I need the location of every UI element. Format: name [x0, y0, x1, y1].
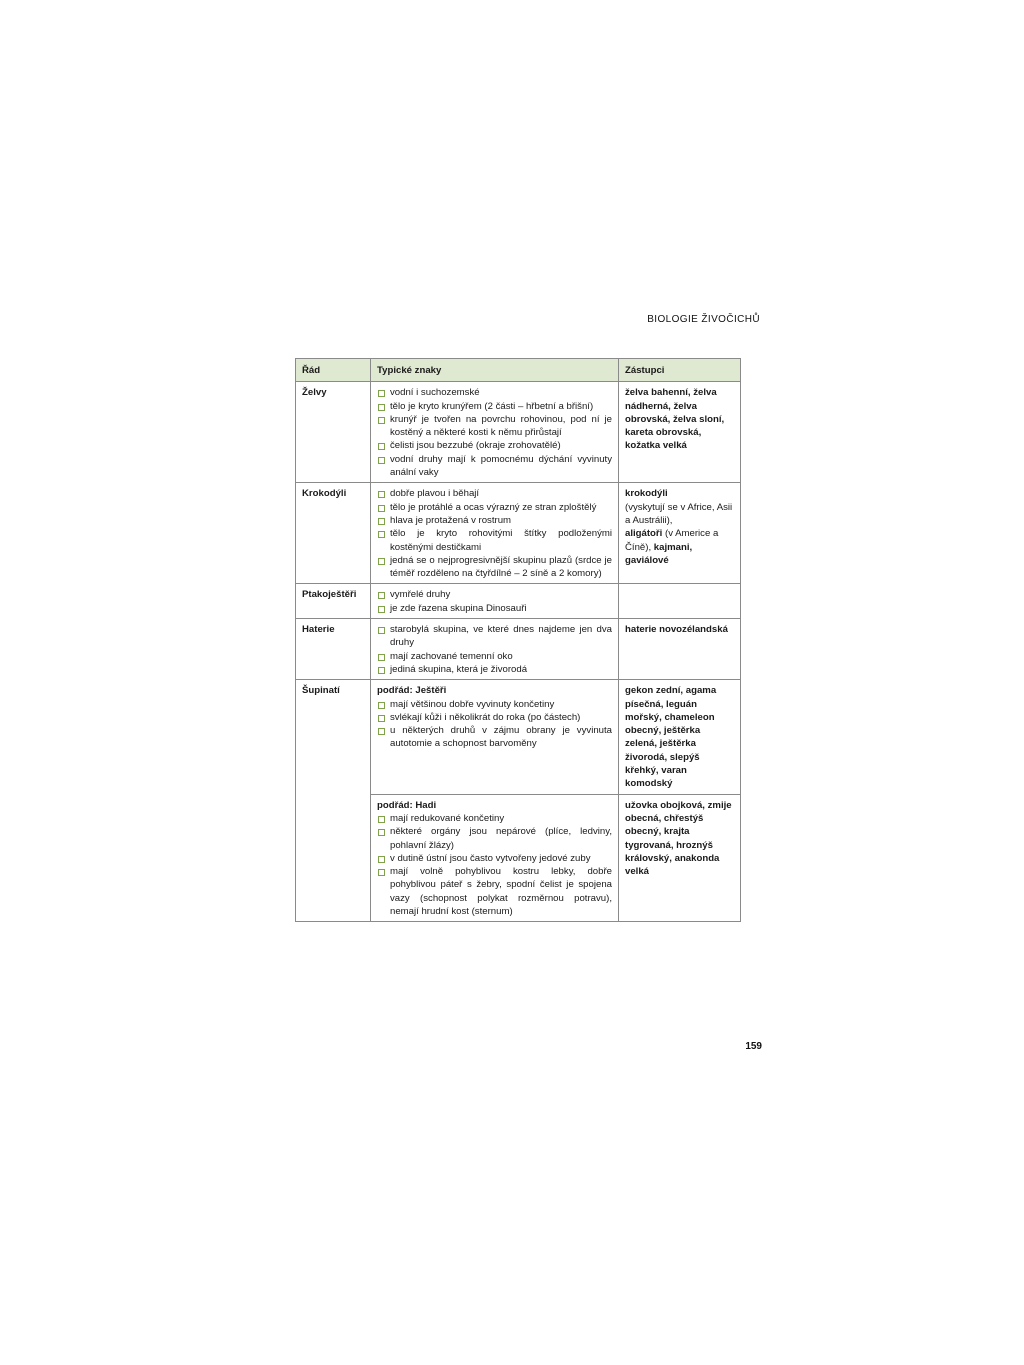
square-bullet-icon [378, 592, 385, 599]
square-bullet-icon [378, 702, 385, 709]
square-bullet-icon [378, 667, 385, 674]
square-bullet-icon [378, 558, 385, 565]
square-bullet-icon [378, 856, 385, 863]
square-bullet-icon [378, 457, 385, 464]
representative-name: aligátoři [625, 528, 663, 540]
list-item: tělo je protáhlé a ocas výrazný ze stran zploštělý [377, 501, 612, 514]
representatives-cell: užovka obojková, zmije obecná, chřestýš obecný, krajta tygrovaná, hroznýš královský, anakonda velká [619, 794, 741, 922]
traits-list [377, 812, 612, 918]
column-header-representatives: Zástupci [619, 359, 741, 382]
square-bullet-icon [378, 491, 385, 498]
table-row [296, 483, 741, 584]
representatives-cell: gekon zední, agama písečná, leguán mořský, chameleon obecný, ještěrka zelená, ještěrka živorodá, slepýš křehký, varan komodský [619, 680, 741, 794]
square-bullet-icon [378, 518, 385, 525]
table-header-row [296, 359, 741, 382]
traits-cell [371, 619, 619, 680]
list-item: mají redukované končetiny [377, 812, 612, 825]
traits-list [377, 623, 612, 676]
square-bullet-icon [378, 443, 385, 450]
list-item: mají volně pohyblivou kostru lebky, dobře pohyblivou páteř s žebry, spodní čelist je spojena vazy (schopnost polykat rozměrnou potravu), nemají hrudní kost (sternum) [377, 865, 612, 918]
list-item: svlékají kůži i několikrát do roka (po částech) [377, 711, 612, 724]
traits-list [377, 386, 612, 479]
column-header-order: Řád [296, 359, 371, 382]
traits-list [377, 487, 612, 580]
square-bullet-icon [378, 417, 385, 424]
table-row [296, 584, 741, 619]
traits-cell [371, 680, 619, 794]
representative-note: (v Americe a Číně), [625, 528, 719, 553]
traits-cell [371, 382, 619, 483]
page-number: 159 [745, 1041, 762, 1052]
list-item: starobylá skupina, ve které dnes najdeme jen dva druhy [377, 623, 612, 650]
representatives-cell [619, 483, 741, 584]
table-row [296, 619, 741, 680]
square-bullet-icon [378, 869, 385, 876]
list-item: je zde řazena skupina Dinosauři [377, 602, 612, 615]
list-item: některé orgány jsou nepárové (plíce, ledviny, pohlavní žlázy) [377, 825, 612, 852]
square-bullet-icon [378, 627, 385, 634]
representative-name: kajmani, gaviálové [625, 541, 693, 566]
list-item: u některých druhů v zájmu obrany je vyvinuta autotomie a schopnost barvoměny [377, 724, 612, 751]
table-row [296, 680, 741, 794]
square-bullet-icon [378, 404, 385, 411]
square-bullet-icon [378, 606, 385, 613]
list-item: krunýř je tvořen na povrchu rohovinou, pod ní je kostěný a některé kosti k němu přirůstají [377, 413, 612, 440]
representatives-cell [619, 584, 741, 619]
order-name: Šupinatí [296, 680, 371, 922]
square-bullet-icon [378, 390, 385, 397]
list-item: v dutině ústní jsou často vytvořeny jedové zuby [377, 852, 612, 865]
suborder-title: podřád: Ještěři [377, 685, 447, 697]
traits-list [377, 698, 612, 751]
order-name: Krokodýli [296, 483, 371, 584]
order-name: Haterie [296, 619, 371, 680]
representative-name: krokodýli [625, 488, 668, 500]
traits-cell [371, 584, 619, 619]
table-row [296, 382, 741, 483]
suborder-title: podřád: Hadi [377, 799, 437, 811]
square-bullet-icon [378, 728, 385, 735]
running-header: BIOLOGIE ŽIVOČICHŮ [647, 314, 760, 325]
list-item: mají většinou dobře vyvinuty končetiny [377, 698, 612, 711]
square-bullet-icon [378, 505, 385, 512]
list-item: dobře plavou i běhají [377, 487, 612, 500]
traits-list [377, 588, 612, 615]
square-bullet-icon [378, 829, 385, 836]
column-header-traits: Typické znaky [371, 359, 619, 382]
list-item: vodní i suchozemské [377, 386, 612, 399]
square-bullet-icon [378, 531, 385, 538]
traits-cell [371, 794, 619, 922]
representatives-cell: haterie novozélandská [619, 619, 741, 680]
list-item: čelisti jsou bezzubé (okraje zrohovatělé) [377, 439, 612, 452]
reptile-orders-table [295, 358, 741, 922]
list-item: jediná skupina, která je živorodá [377, 663, 612, 676]
square-bullet-icon [378, 816, 385, 823]
traits-cell [371, 483, 619, 584]
list-item: jedná se o nejprogresivnější skupinu plazů (srdce je téměř rozděleno na čtyřdílné – 2 síně a 2 komory) [377, 554, 612, 581]
list-item: vodní druhy mají k pomocnému dýchání vyvinuty anální vaky [377, 453, 612, 480]
list-item: tělo je kryto rohovitými štítky podloženými kostěnými destičkami [377, 527, 612, 554]
order-name: Želvy [296, 382, 371, 483]
order-name: Ptakoještěři [296, 584, 371, 619]
list-item: mají zachované temenní oko [377, 650, 612, 663]
list-item: hlava je protažená v rostrum [377, 514, 612, 527]
square-bullet-icon [378, 654, 385, 661]
representative-note: (vyskytují se v Africe, Asii a Austrálii), [625, 501, 733, 526]
list-item: vymřelé druhy [377, 588, 612, 601]
list-item: tělo je kryto krunýřem (2 části – hřbetní a břišní) [377, 400, 612, 413]
square-bullet-icon [378, 715, 385, 722]
representatives-cell: želva bahenní, želva nádherná, želva obrovská, želva sloní, kareta obrovská, kožatka velká [619, 382, 741, 483]
